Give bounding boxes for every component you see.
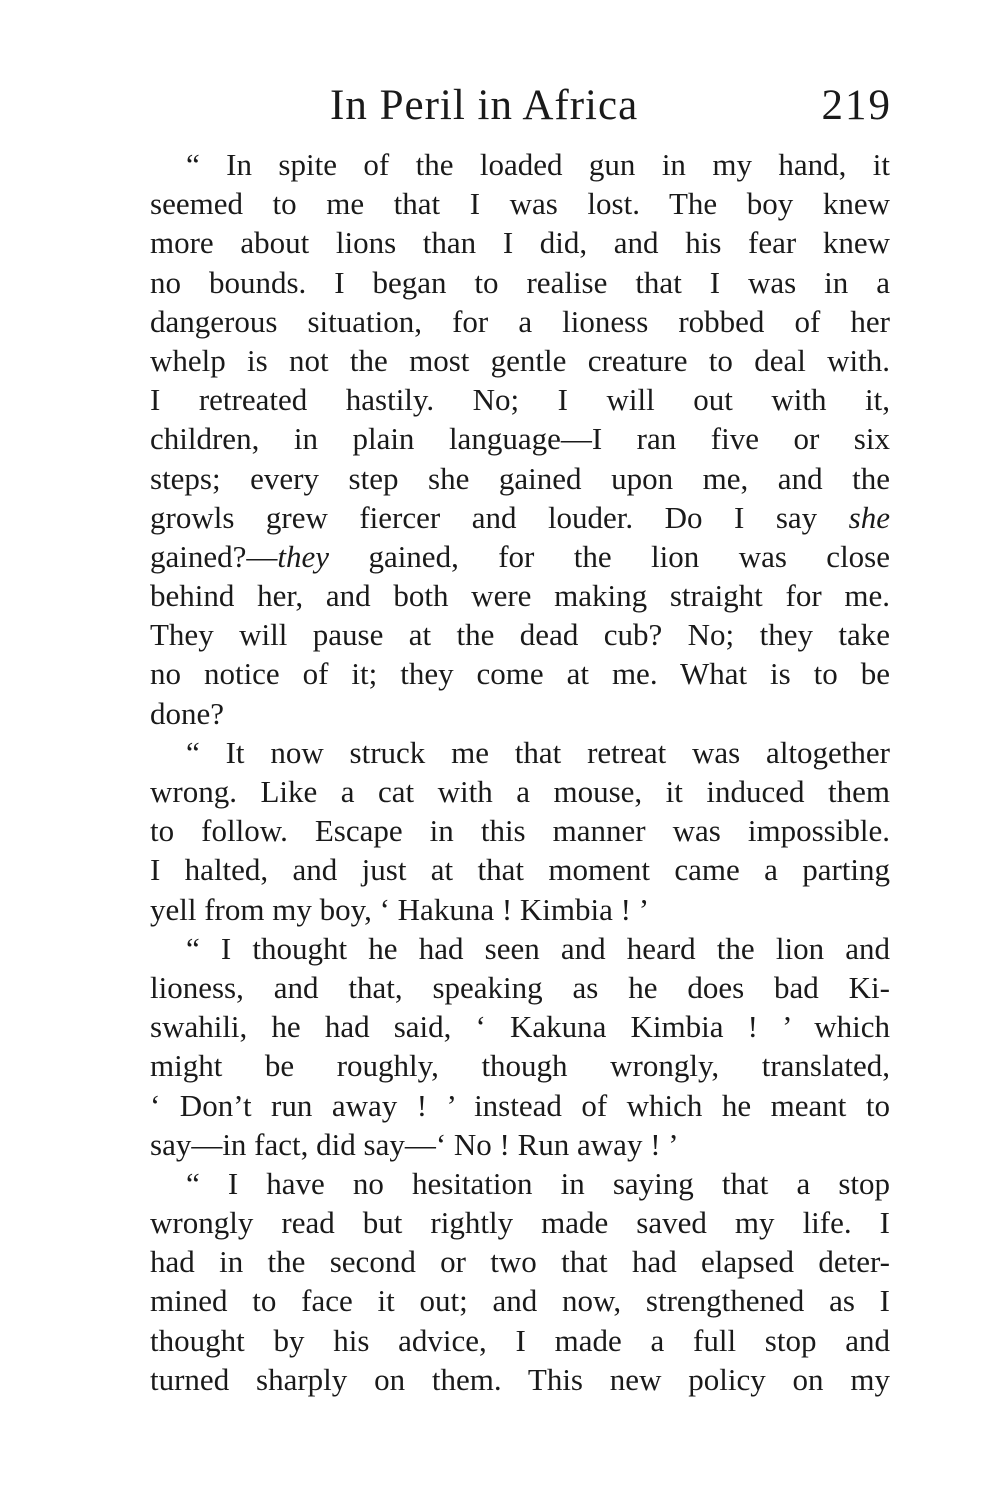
text-line: yell from my boy, ‘ Hakuna ! Kimbia ! ’ xyxy=(150,891,650,927)
text-line: They will pause at the dead cub? No; they take xyxy=(150,617,890,653)
text-line: dangerous situation, for a lioness robbed of her xyxy=(150,303,890,339)
italic-emphasis: she xyxy=(848,499,890,535)
text-line: “ In spite of the loaded gun in my hand, it xyxy=(186,147,890,182)
text-line: swahili, he had said, ‘ Kakuna Kimbia ! ’ which xyxy=(150,1009,890,1045)
text-segment: gained, for the lion was close xyxy=(329,538,890,574)
text-line-with-italic xyxy=(150,537,890,576)
text-line: steps; every step she gained upon me, and the xyxy=(150,460,890,496)
text-line-with-italic xyxy=(150,498,890,537)
italic-emphasis: they xyxy=(277,538,330,574)
text-line: say—in fact, did say—‘ No ! Run away ! ’ xyxy=(150,1126,679,1162)
text-segment: gained?— xyxy=(150,538,278,574)
text-line: no bounds. I began to realise that I was in a xyxy=(150,264,890,300)
text-line: lioness, and that, speaking as he does bad Ki- xyxy=(150,969,890,1005)
paragraph-4 xyxy=(150,1164,890,1399)
text-line: whelp is not the most gentle creature to deal with. xyxy=(150,342,890,378)
text-line: seemed to me that I was lost. The boy knew xyxy=(150,186,890,222)
body-text xyxy=(150,145,890,1399)
text-line: more about lions than I did, and his fear knew xyxy=(150,225,890,261)
text-line: “ I thought he had seen and heard the lion and xyxy=(186,930,890,966)
text-segment: growls grew fiercer and louder. Do I say xyxy=(150,499,849,535)
text-line: done? xyxy=(150,695,225,731)
paragraph-3 xyxy=(150,929,890,1164)
text-line: turned sharply on them. This new policy on my xyxy=(150,1361,890,1397)
text-line: ‘ Don’t run away ! ’ instead of which he meant to xyxy=(150,1087,890,1123)
paragraph-1 xyxy=(150,145,890,733)
text-line: I halted, and just at that moment came a parting xyxy=(150,852,890,888)
text-line: wrongly read but rightly made saved my life. I xyxy=(150,1205,890,1241)
text-line: behind her, and both were making straight for me. xyxy=(150,578,890,614)
text-line: might be roughly, though wrongly, translated, xyxy=(150,1048,890,1084)
text-line: children, in plain language—I ran five or six xyxy=(150,421,890,457)
text-line: wrong. Like a cat with a mouse, it induced them xyxy=(150,774,890,809)
page-number: 219 xyxy=(821,82,892,129)
text-line: thought by his advice, I made a full stop and xyxy=(150,1322,890,1358)
text-line: I retreated hastily. No; I will out with it, xyxy=(150,382,890,418)
page-header xyxy=(150,78,892,134)
text-line: “ It now struck me that retreat was altogether xyxy=(186,734,890,770)
running-title: In Peril in Africa xyxy=(330,82,639,129)
text-line: “ I have no hesitation in saying that a stop xyxy=(186,1165,890,1201)
text-line: mined to face it out; and now, strengthened as I xyxy=(150,1283,890,1319)
text-line: had in the second or two that had elapsed deter- xyxy=(150,1244,890,1280)
paragraph-2 xyxy=(150,733,890,929)
text-line: to follow. Escape in this manner was impossible. xyxy=(150,813,890,849)
text-line: no notice of it; they come at me. What is to be xyxy=(150,656,890,692)
